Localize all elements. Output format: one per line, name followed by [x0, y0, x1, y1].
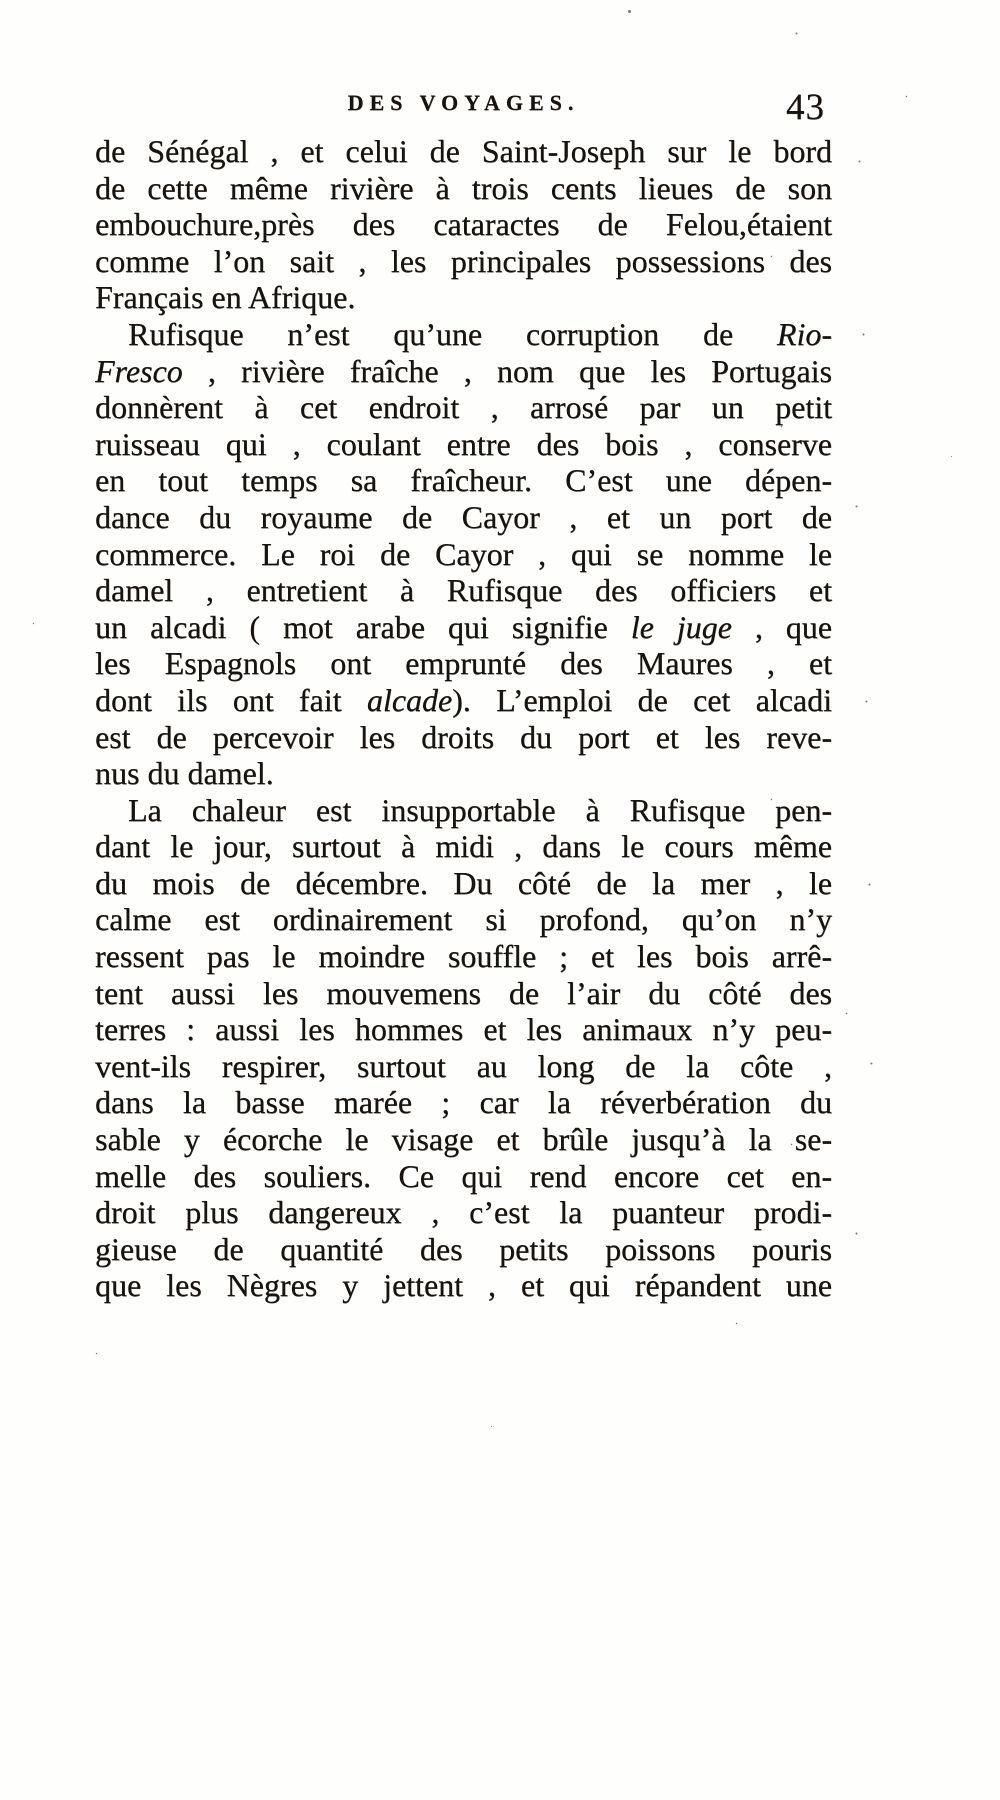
text-segment: commerce. Le roi de Cayor , qui se nomme le	[95, 535, 832, 572]
text-line	[95, 682, 832, 719]
text-segment: les Espagnols ont emprunté des Maures , et	[95, 645, 832, 682]
text-line	[95, 609, 832, 646]
text-segment: dant le jour, surtout à midi , dans le cours même	[95, 828, 832, 865]
text-segment: Rufisque n’est qu’une corruption de	[128, 315, 777, 352]
text-line	[95, 755, 832, 792]
paragraph	[95, 792, 832, 1304]
text-segment: de cette même rivière à trois cents lieues de son	[95, 169, 832, 206]
text-line	[95, 645, 832, 682]
italic-text: Rio-	[776, 315, 832, 352]
text-line	[95, 1084, 832, 1121]
text-line	[95, 719, 832, 756]
text-segment: ). L’emploi de cet alcadi	[452, 681, 833, 718]
text-line	[95, 1048, 832, 1085]
text-segment: ressent pas le moindre souffle ; et les bois arrê-	[95, 938, 832, 975]
text-segment: sable y écorche le visage et brûle jusqu’à la se-	[95, 1121, 832, 1158]
text-line	[95, 426, 832, 463]
text-segment: La chaleur est insupportable à Rufisque pen-	[128, 791, 832, 828]
text-segment: que les Nègres y jettent , et qui répandent une	[95, 1267, 832, 1304]
text-segment: , que	[731, 608, 833, 645]
text-segment: tent aussi les mouvemens de l’air du côté des	[95, 974, 832, 1011]
text-segment: calme est ordinairement si profond, qu’on n’y	[95, 901, 832, 938]
text-line	[95, 938, 832, 975]
text-line	[95, 828, 832, 865]
text-line	[95, 389, 832, 426]
text-line	[95, 792, 832, 829]
text-segment: ruisseau qui , coulant entre des bois , conserve	[95, 425, 832, 462]
text-line	[95, 1158, 832, 1195]
paragraph	[95, 133, 832, 316]
italic-text: alcade	[366, 681, 453, 718]
text-line	[95, 279, 832, 316]
text-segment: melle des souliers. Ce qui rend encore cet en-	[95, 1157, 832, 1194]
text-line	[95, 316, 832, 353]
text-segment: gieuse de quantité des petits poissons pouris	[95, 1230, 832, 1267]
text-line	[95, 1121, 832, 1158]
text-line	[95, 499, 832, 536]
text-line	[95, 170, 832, 207]
text-line	[95, 1231, 832, 1268]
text-line	[95, 243, 832, 280]
text-line	[95, 1011, 832, 1048]
text-segment: est de percevoir les droits du port et les reve-	[95, 718, 832, 755]
text-segment: terres : aussi les hommes et les animaux n’y peu-	[95, 1011, 832, 1048]
text-line	[95, 536, 832, 573]
text-segment: embouchure,près des cataractes de Felou,étaient	[95, 206, 832, 243]
scan-speck-noise	[0, 0, 3, 3]
text-segment: comme l’on sait , les principales possessions des	[95, 242, 832, 279]
italic-text: le juge	[630, 608, 732, 645]
text-line	[95, 865, 832, 902]
text-line	[95, 206, 832, 243]
text-segment: donnèrent à cet endroit , arrosé par un petit	[95, 389, 832, 426]
text-segment: un alcadi ( mot arabe qui signifie	[95, 608, 631, 645]
italic-text: Fresco	[95, 352, 183, 389]
text-line	[95, 462, 832, 499]
text-segment: dans la basse marée ; car la réverbération du	[95, 1084, 832, 1121]
text-segment: vent-ils respirer, surtout au long de la côte ,	[95, 1047, 832, 1084]
text-segment: droit plus dangereux , c’est la puanteur prodi-	[95, 1194, 832, 1231]
text-segment: , rivière fraîche , nom que les Portugais	[182, 352, 832, 389]
text-line	[95, 1267, 832, 1304]
text-line	[95, 133, 832, 170]
text-segment: de Sénégal , et celui de Saint-Joseph sur le bord	[95, 133, 832, 169]
text-line	[95, 901, 832, 938]
text-block	[95, 133, 832, 1304]
text-line	[95, 975, 832, 1012]
text-segment: en tout temps sa fraîcheur. C’est une dépen-	[95, 462, 832, 499]
text-line	[95, 572, 832, 609]
paragraph	[95, 316, 832, 792]
page-number: 43	[786, 87, 825, 128]
text-line	[95, 353, 832, 390]
text-segment: dance du royaume de Cayor , et un port de	[95, 498, 832, 535]
text-line	[95, 1194, 832, 1231]
text-segment: nus du damel.	[95, 755, 274, 792]
text-segment: damel , entretient à Rufisque des officiers et	[95, 572, 832, 609]
text-segment: dont ils ont fait	[95, 681, 367, 718]
text-segment: du mois de décembre. Du côté de la mer , le	[95, 864, 832, 901]
text-segment: Français en Afrique.	[95, 279, 356, 316]
running-header-title: DES VOYAGES.	[347, 90, 580, 115]
